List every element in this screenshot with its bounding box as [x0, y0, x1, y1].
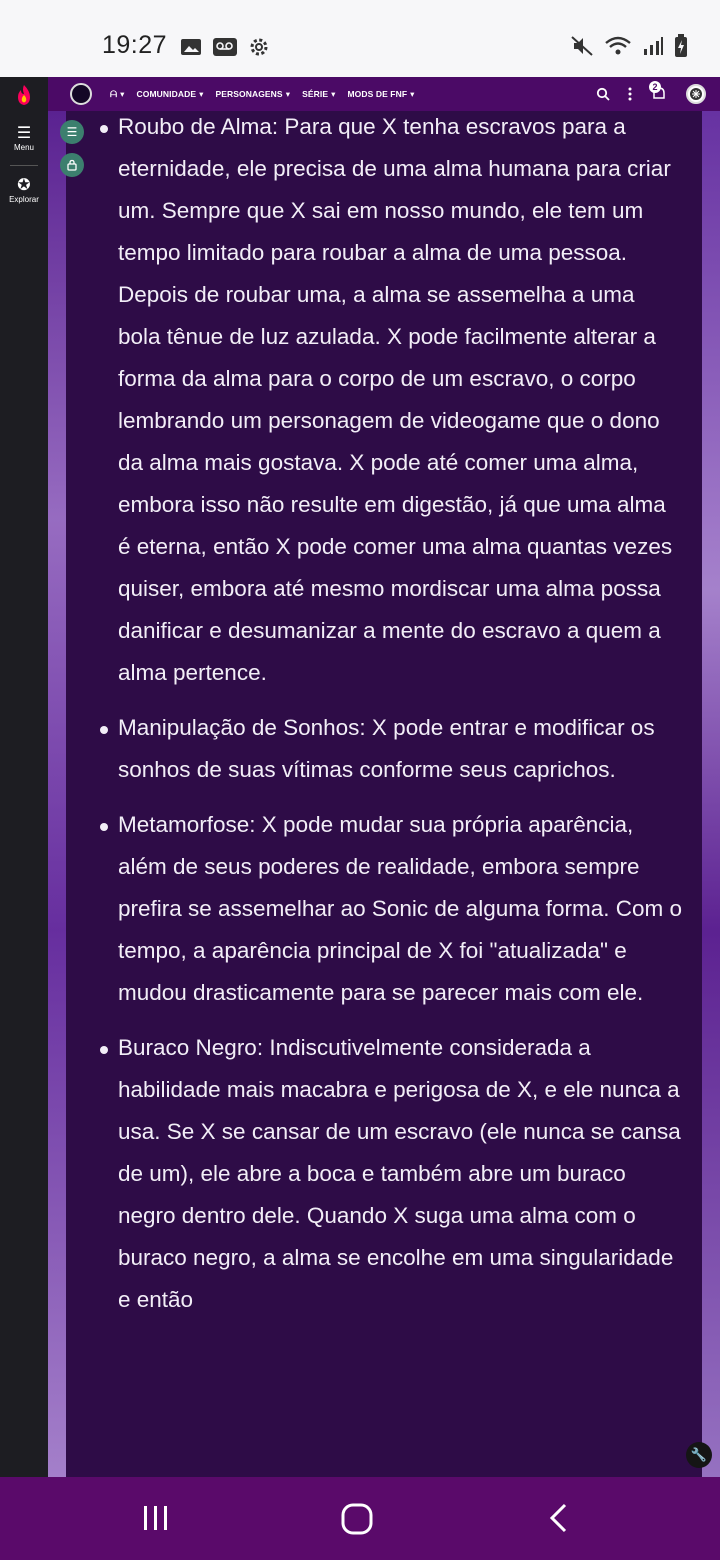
article-content: [98, 106, 683, 1334]
wiki-logo-icon: ᗩ: [110, 88, 118, 99]
search-icon[interactable]: [596, 87, 610, 101]
background-glow-right: [702, 111, 720, 1477]
chevron-down-icon: ▾: [199, 88, 204, 99]
gear-icon: [248, 36, 270, 58]
lock-button[interactable]: [60, 153, 84, 177]
chevron-down-icon: ▾: [331, 88, 336, 99]
status-bar: [0, 0, 720, 77]
status-left-icons: [180, 36, 270, 58]
chevron-down-icon: ▾: [410, 88, 415, 99]
menu-label: Menu: [13, 143, 34, 152]
lock-icon: [66, 159, 78, 171]
back-icon[interactable]: [545, 1502, 573, 1534]
table-of-contents-button[interactable]: [60, 120, 84, 144]
avatar-icon: [689, 87, 703, 101]
status-time: 19:27: [102, 31, 168, 59]
left-rail: [0, 77, 48, 1477]
voicemail-icon: [212, 37, 238, 57]
list-item-manipulacao-de-sonhos: Manipulação de Sonhos: X pode entrar e modificar os sonhos de suas vítimas conforme seus caprichos.: [98, 707, 683, 791]
system-navigation-bar: [0, 1477, 720, 1560]
nav-item-serie[interactable]: SÉRIE ▾: [302, 88, 336, 99]
explore-button[interactable]: [0, 177, 48, 204]
home-icon[interactable]: [340, 1502, 374, 1536]
nav-item-mods-de-fnf[interactable]: MODS DE FNF ▾: [347, 88, 415, 99]
list-icon: ☰: [66, 125, 78, 139]
wifi-icon: [604, 35, 632, 57]
abilities-list: [98, 106, 683, 1321]
status-right-icons: [570, 34, 688, 58]
nav-item-personagens[interactable]: PERSONAGENS ▾: [215, 88, 291, 99]
notification-badge: 2: [649, 81, 661, 93]
more-options-icon[interactable]: [628, 87, 632, 101]
fandom-flame-logo[interactable]: [12, 83, 36, 107]
explore-label: Explorar: [9, 195, 39, 204]
chevron-down-icon: ▾: [120, 88, 125, 99]
nav-item-comunidade[interactable]: COMUNIDADE ▾: [136, 88, 204, 99]
list-item-metamorfose: Metamorfose: X pode mudar sua própria aparência, além de seus poderes de realidade, embora sempre prefira se assemelhar ao Sonic de alguma forma. Com o tempo, a aparência principal de X foi "atualizada" e mudou drasticamente para se parecer mais com ele.: [98, 804, 683, 1014]
list-item-roubo-de-alma: Roubo de Alma: Para que X tenha escravos para a eternidade, ele precisa de uma alma humana para criar um. Sempre que X sai em nosso mundo, ele tem um tempo limitado para roubar a alma de uma pessoa. Depois de roubar uma, a alma se assemelha a uma bola tênue de luz azulada. X pode facilmente alterar a forma da alma para o corpo de um escravo, o corpo lembrando um personagem de videogame que o dono da alma mais gostava. X pode até comer uma alma, embora isso não resulte em digestão, já que uma alma é eterna, então X pode comer uma alma quantas vezes quiser, embora até mesmo mordiscar uma alma possa danificar e desumanizar a mente do escravo a quem a alma pertence.: [98, 106, 683, 694]
rail-divider: [10, 165, 38, 166]
chevron-down-icon: ▾: [285, 88, 291, 99]
menu-button[interactable]: [0, 125, 48, 152]
signal-icon: [642, 36, 664, 56]
hamburger-icon: ☰: [16, 125, 32, 142]
battery-charging-icon: [674, 34, 688, 58]
wiki-logo-dropdown[interactable]: [110, 89, 125, 100]
compass-icon: ✪: [17, 177, 31, 194]
image-icon: [180, 38, 202, 56]
wrench-icon: 🔧: [690, 1447, 708, 1462]
mute-icon: [570, 35, 594, 57]
community-avatar[interactable]: [70, 83, 92, 105]
list-item-buraco-negro: Buraco Negro: Indiscutivelmente considerada a habilidade mais macabra e perigosa de X, e ele nunca a usa. Se X se cansar de um escravo (ele nunca se cansa de um), ele abre a boca e também abre um buraco negro dentro dele. Quando X suga uma alma com o buraco negro, a alma se encolhe em uma singularidade e então: [98, 1027, 683, 1321]
background-glow-left: [48, 111, 68, 1477]
tools-button[interactable]: [686, 1442, 712, 1468]
user-avatar[interactable]: [686, 84, 706, 104]
recent-apps-icon[interactable]: [140, 1502, 172, 1534]
notifications-button[interactable]: [650, 82, 668, 103]
